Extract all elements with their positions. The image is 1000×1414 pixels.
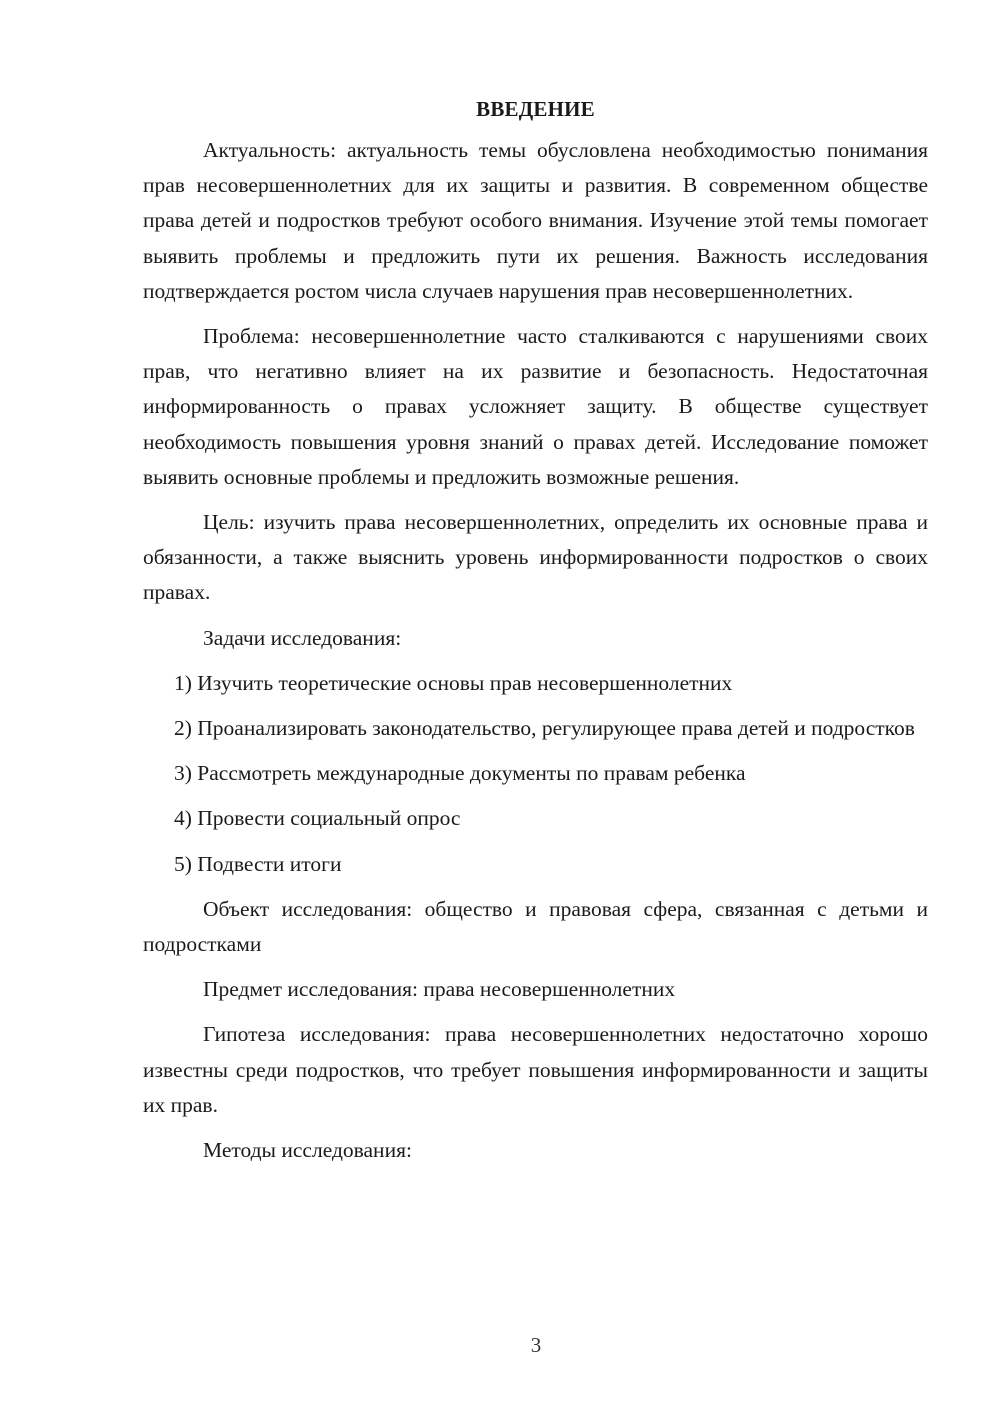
paragraph-subject: Предмет исследования: права несовершеннолетних <box>203 977 676 1002</box>
document-page <box>143 92 928 1178</box>
task-item-1: 1) Изучить теоретические основы прав несовершеннолетних <box>174 670 733 695</box>
task-item-2: 2) Проанализировать законодательство, регулирующее права детей и подростков <box>174 716 915 741</box>
task-item-3: 3) Рассмотреть международные документы по правам ребенка <box>174 761 746 786</box>
paragraph-relevance: Актуальность: актуальность темы обусловлена необходимостью понимания прав несовершеннолетних для их защиты и развития. В современном обществе права детей и подростков требуют особого внимания. Изучение этой темы помогает выявить проблемы и предложить пути их решения. Важность исследования подтверждается ростом числа случаев нарушения прав несовершеннолетних. <box>143 138 928 303</box>
paragraph-problem: Проблема: несовершеннолетние часто сталкиваются с нарушениями своих прав, что негативно влияет на их развитие и безопасность. Недостаточная информированность о правах усложняет защиту. В обществе существует необходимость повышения уровня знаний о правах детей. Исследование поможет выявить основные проблемы и предложить возможные решения. <box>143 324 928 489</box>
paragraph-goal: Цель: изучить права несовершеннолетних, определить их основные права и обязанности, а также выяснить уровень информированности подростков о своих правах. <box>143 510 928 605</box>
page-number: 3 <box>530 1333 542 1357</box>
paragraph-hypothesis: Гипотеза исследования: права несовершеннолетних недостаточно хорошо известны среди подростков, что требует повышения информированности и защиты их прав. <box>143 1022 928 1117</box>
paragraph-tasks-heading: Задачи исследования: <box>203 625 402 650</box>
task-item-5: 5) Подвести итоги <box>174 851 342 876</box>
task-item-4: 4) Провести социальный опрос <box>174 806 461 831</box>
paragraph-object: Объект исследования: общество и правовая сфера, связанная с детьми и подростками <box>143 896 928 957</box>
page-title: ВВЕДЕНИЕ <box>476 97 595 121</box>
paragraph-methods: Методы исследования: <box>203 1138 412 1163</box>
